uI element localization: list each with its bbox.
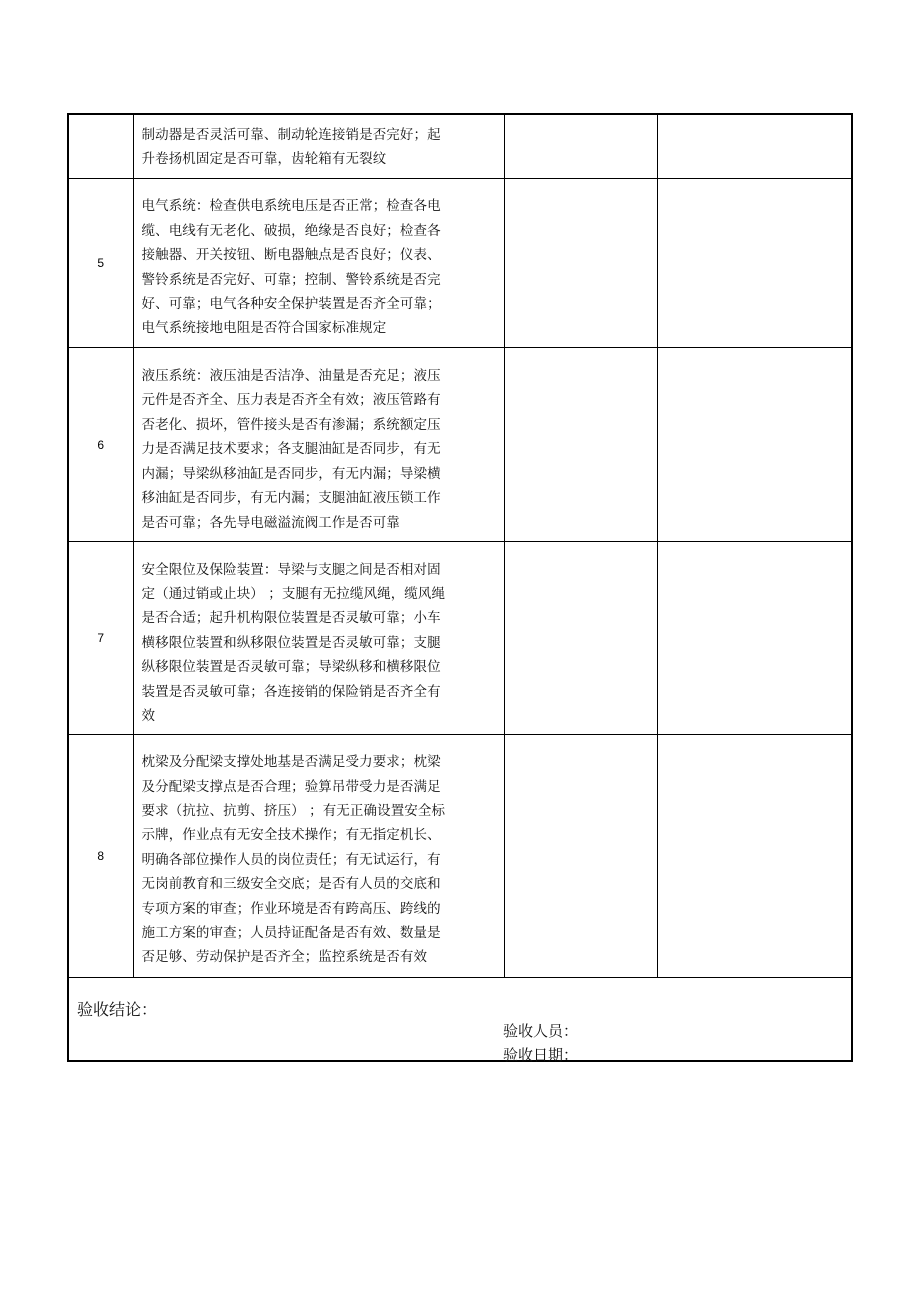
check-content: 枕梁及分配梁支撑处地基是否满足受力要求；枕梁 及分配梁支撑点是否合理；验算吊带受力是否满足 要求（抗拉、抗剪、挤压） ；有无正确设置安全标 示牌，作业点有无安全技术操作；有无指定机长、 明确各部位操作人员的岗位责任；有无试运行，有 无岗前教育和三级安全交底；是否有人员的交底和 专项方案的审查；作业环境是否有跨高压、跨线的 施工方案的审查；人员持证配备是否有效、数量是 否足够、劳动保护是否齐全；监控系统是否有效 [141, 754, 446, 966]
check-content: 电气系统：检查供电系统电压是否正常；检查各电 缆、电线有无老化、破损，绝缘是否良好；检查各 接触器、开关按钮、断电器触点是否良好；仪表、 警铃系统是否完好、可靠；控制、警铃系统是否完 好、可靠；电气各种安全保护装置是否齐全可靠； 电气系统接地电阻是否符合国家标准规定 [141, 198, 441, 337]
check-content: 液压系统：液压油是否洁净、油量是否充足；液压 元件是否齐全、压力表是否齐全有效；液压管路有 否老化、损坏，管件接头是否有渗漏；系统额定压 力是否满足技术要求；各支腿油缸是否同步，有无 内漏；导梁纵移油缸是否同步，有无内漏；导梁横 移油缸是否同步，有无内漏；支腿油缸液压锁工作 是否可靠；各先导电磁溢流阀工作是否可靠 [141, 368, 441, 531]
acceptance-footer [69, 978, 851, 1065]
acceptance-conclusion-label: 验收结论： [77, 1000, 158, 1019]
table-row [69, 115, 851, 179]
check-result-cell[interactable] [504, 542, 657, 735]
check-result-cell[interactable] [504, 735, 657, 978]
table-row [69, 542, 851, 735]
remark-cell[interactable] [657, 179, 851, 348]
check-content: 安全限位及保险装置：导梁与支腿之间是否相对固 定（通过销或止块） ；支腿有无拉缆风绳，缆风绳 是否合适；起升机构限位装置是否灵敏可靠；小车 横移限位装置和纵移限位装置是否灵敏可靠；支腿 纵移限位装置是否灵敏可靠；导梁纵移和横移限位 装置是否灵敏可靠；各连接销的保险销是否齐全有 效 [141, 561, 446, 725]
item-number: 7 [69, 542, 133, 735]
acceptance-date-label: 验收日期： [503, 1046, 579, 1064]
item-number [69, 115, 133, 179]
check-content: 制动器是否灵活可靠、制动轮连接销是否完好；起 升卷扬机固定是否可靠，齿轮箱有无裂纹 [141, 126, 441, 167]
check-result-cell[interactable] [504, 115, 657, 179]
remark-cell[interactable] [657, 735, 851, 978]
acceptance-checklist-sheet [67, 113, 853, 1062]
check-content-cell [133, 735, 504, 978]
check-content-cell [133, 542, 504, 735]
item-number: 8 [69, 735, 133, 978]
checklist-table [69, 115, 851, 978]
remark-cell[interactable] [657, 348, 851, 542]
table-row [69, 735, 851, 978]
check-result-cell[interactable] [504, 348, 657, 542]
check-content-cell [133, 115, 504, 179]
check-content-cell [133, 179, 504, 348]
remark-cell[interactable] [657, 115, 851, 179]
table-row [69, 348, 851, 542]
item-number: 6 [69, 348, 133, 542]
table-row [69, 179, 851, 348]
check-content-cell [133, 348, 504, 542]
remark-cell[interactable] [657, 542, 851, 735]
check-result-cell[interactable] [504, 179, 657, 348]
item-number: 5 [69, 179, 133, 348]
acceptance-inspector-label: 验收人员： [503, 1022, 579, 1040]
